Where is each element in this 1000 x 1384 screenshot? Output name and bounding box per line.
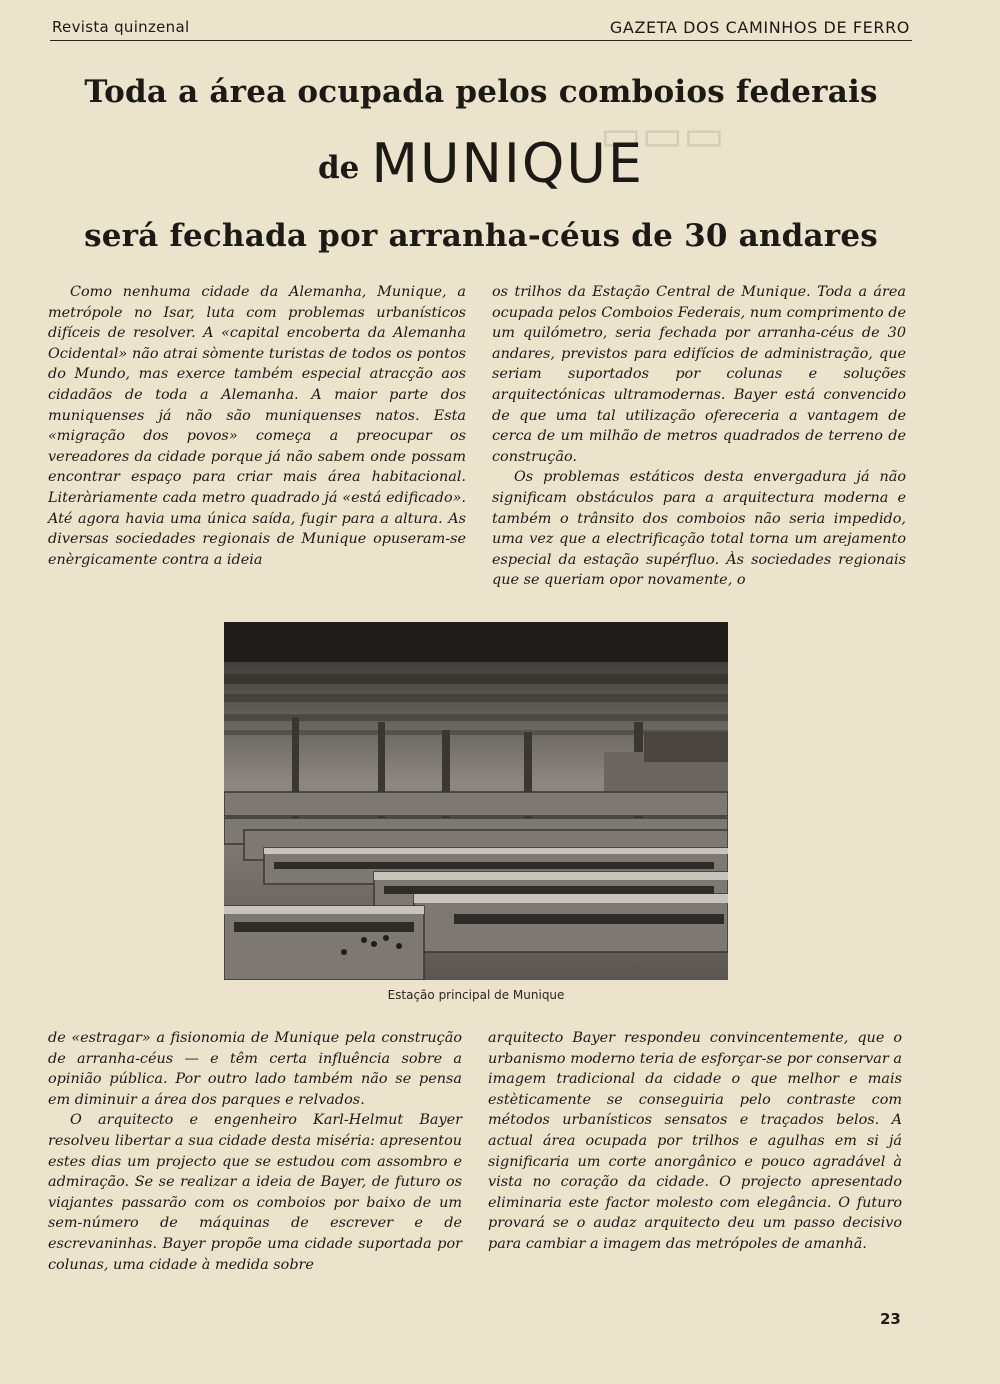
headline-prefix: de <box>318 150 360 186</box>
headline-line-1: Toda a área ocupada pelos comboios federais <box>84 74 878 110</box>
page-number: 23 <box>880 1310 901 1328</box>
header-left: Revista quinzenal <box>52 18 190 36</box>
header-right: GAZETA DOS CAMINHOS DE FERRO <box>609 18 910 37</box>
paragraph: O arquitecto e engenheiro Karl-Helmut Bayer resolveu libertar a sua cidade desta miséria: apresentou estes dias um projecto que se estudou com assombro e admiração. Se se realizar a ideia de Bayer, de futuro os viajantes passarão com os comboios por baixo de um sem-número de máquinas de escrever e de escrevaninhas. Bayer propõe uma cidade suportada por colunas, uma cidade à medida sobre <box>48 1112 462 1273</box>
paragraph: arquitecto Bayer respondeu convincentemente, que o urbanismo moderno teria de esforçar-se por conservar a imagem tradicional da cidade o que melhor e mais estèticamente se conseguiria pelo contraste com métodos urbanísticos sensatos e traçados belos. A actual área ocupada por trilhos e agulhas em si já significaria um corte anorgânico e pouco agradável à vista no coração da cidade. O projecto apresentado eliminaria este factor molesto com elegância. O futuro provará se o audaz arquitecto deu um passo decisivo para cambiar a imagem das metrópoles de amanhã. <box>488 1030 902 1252</box>
article-column-4 <box>488 1028 902 1255</box>
article-column-2 <box>492 282 906 591</box>
article-column-3 <box>48 1028 462 1275</box>
paragraph: os trilhos da Estação Central de Munique. Toda a área ocupada pelos Comboios Federais, num comprimento de um quilómetro, seria fechada por arranha-céus de 30 andares, previstos para edifícios de administração, que seriam suportados por colunas e soluções arquitectónicas ultramodernas. Bayer está convencido de que uma tal utilização ofereceria a vantagem de cerca de um milhão de metros quadrados de terreno de construção. <box>492 284 906 465</box>
paragraph: de «estragar» a fisionomia de Munique pela construção de arranha-céus — e têm certa influência sobre a opinião pública. Por outro lado também não se pensa em diminuir a área dos parques e relvados. <box>48 1030 462 1108</box>
headline-line-2 <box>50 132 912 195</box>
bleed-through-decoration: ▭▭▭ <box>600 110 725 161</box>
train-station-illustration <box>224 622 728 980</box>
headline-city: MUNIQUE <box>371 132 644 195</box>
station-photo <box>224 622 728 980</box>
headline-line-3: será fechada por arranha-céus de 30 andares <box>84 218 878 254</box>
paragraph: Os problemas estáticos desta envergadura já não significam obstáculos para a arquitectura moderna e também o trânsito dos comboios não seria impedido, uma vez que a electrificação total torna um arejamento especial da estação supérfluo. Às sociedades regionais que se queriam opor novamente, o <box>492 469 906 589</box>
paragraph: Como nenhuma cidade da Alemanha, Munique, a metrópole no Isar, luta com problemas urbanísticos difíceis de resolver. A «capital encoberta da Alemanha Ocidental» não atrai sòmente turistas de todos os pontos do Mundo, mas exerce também especial atracção aos cidadãos de toda a Alemanha. A maior parte dos muniquenses já não são muniquenses natos. Esta «migração dos povos» começa a preocupar os vereadores da cidade porque já não sabem onde possam encontrar espaço para criar mais área habitacional. Literàriamente cada metro quadrado já «está edificado». Até agora havia uma única saída, fugir para a altura. As diversas sociedades regionais de Munique opuseram-se enèrgicamente contra a ideia <box>48 284 466 568</box>
photo-caption: Estação principal de Munique <box>387 988 565 1002</box>
header-rule <box>50 40 912 41</box>
article-column-1 <box>48 282 466 570</box>
